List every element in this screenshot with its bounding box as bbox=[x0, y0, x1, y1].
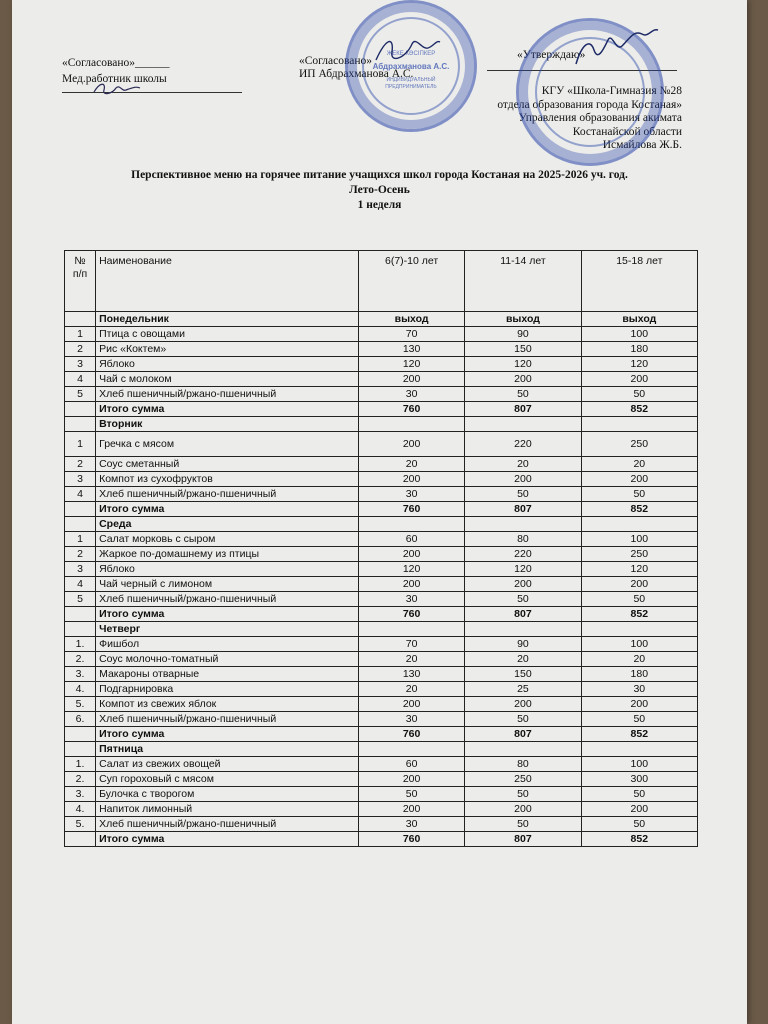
day-name: Понедельник bbox=[96, 312, 359, 327]
day-row bbox=[65, 517, 698, 532]
age-group-header: 11-14 лет bbox=[465, 251, 581, 312]
table-row bbox=[65, 457, 698, 472]
portion-yield: 200 bbox=[581, 472, 697, 487]
dish-name: Напиток лимонный bbox=[96, 802, 359, 817]
total-value: 807 bbox=[465, 607, 581, 622]
yield-label bbox=[465, 742, 581, 757]
portion-yield: 200 bbox=[581, 577, 697, 592]
total-value: 852 bbox=[581, 502, 697, 517]
table-row bbox=[65, 682, 698, 697]
portion-yield: 200 bbox=[358, 432, 464, 457]
table-row bbox=[65, 787, 698, 802]
portion-yield: 220 bbox=[465, 432, 581, 457]
item-number: 4 bbox=[65, 487, 96, 502]
day-name: Пятница bbox=[96, 742, 359, 757]
item-number: 5 bbox=[65, 592, 96, 607]
left-signature-line bbox=[62, 92, 242, 93]
portion-yield: 300 bbox=[581, 772, 697, 787]
dish-name: Подгарнировка bbox=[96, 682, 359, 697]
total-label: Итого сумма bbox=[96, 402, 359, 417]
total-value: 852 bbox=[581, 402, 697, 417]
item-number: 2 bbox=[65, 547, 96, 562]
total-label: Итого сумма bbox=[96, 727, 359, 742]
item-number: 4. bbox=[65, 802, 96, 817]
portion-yield: 30 bbox=[581, 682, 697, 697]
item-number: 2 bbox=[65, 457, 96, 472]
total-value: 807 bbox=[465, 832, 581, 847]
total-row bbox=[65, 402, 698, 417]
item-number: 5. bbox=[65, 697, 96, 712]
total-value: 760 bbox=[358, 727, 464, 742]
portion-yield: 120 bbox=[465, 357, 581, 372]
menu-week: 1 неделя bbox=[357, 199, 402, 211]
dish-name: Рис «Коктем» bbox=[96, 342, 359, 357]
svg-text:ЖЕКЕ КӘСІПКЕР: ЖЕКЕ КӘСІПКЕР bbox=[386, 51, 436, 57]
table-row bbox=[65, 667, 698, 682]
portion-yield: 180 bbox=[581, 667, 697, 682]
col-num-header: № п/п bbox=[65, 251, 96, 312]
portion-yield: 80 bbox=[465, 757, 581, 772]
portion-yield: 200 bbox=[465, 372, 581, 387]
dish-name: Салат морковь с сыром bbox=[96, 532, 359, 547]
portion-yield: 100 bbox=[581, 532, 697, 547]
portion-yield: 30 bbox=[358, 817, 464, 832]
day-num-cell bbox=[65, 622, 96, 637]
yield-label bbox=[581, 622, 697, 637]
day-num-cell bbox=[65, 742, 96, 757]
portion-yield: 120 bbox=[358, 357, 464, 372]
total-num-cell bbox=[65, 402, 96, 417]
total-value: 760 bbox=[358, 832, 464, 847]
table-row bbox=[65, 712, 698, 727]
portion-yield: 50 bbox=[358, 787, 464, 802]
portion-yield: 150 bbox=[465, 342, 581, 357]
portion-yield: 50 bbox=[581, 817, 697, 832]
right-signature bbox=[572, 24, 662, 74]
table-row bbox=[65, 472, 698, 487]
total-value: 852 bbox=[581, 607, 697, 622]
dish-name: Компот из сухофруктов bbox=[96, 472, 359, 487]
dish-name: Соус молочно-томатный bbox=[96, 652, 359, 667]
mid-name-label: ИП Абдрахманова А.С. bbox=[299, 68, 414, 80]
yield-label bbox=[358, 742, 464, 757]
item-number: 4 bbox=[65, 577, 96, 592]
item-number: 3 bbox=[65, 562, 96, 577]
portion-yield: 200 bbox=[358, 772, 464, 787]
total-value: 760 bbox=[358, 607, 464, 622]
portion-yield: 130 bbox=[358, 342, 464, 357]
portion-yield: 20 bbox=[358, 682, 464, 697]
item-number: 3 bbox=[65, 357, 96, 372]
yield-label: выход bbox=[581, 312, 697, 327]
portion-yield: 20 bbox=[465, 652, 581, 667]
day-name: Среда bbox=[96, 517, 359, 532]
portion-yield: 20 bbox=[581, 457, 697, 472]
portion-yield: 50 bbox=[581, 387, 697, 402]
age-group-header: 6(7)-10 лет bbox=[358, 251, 464, 312]
total-label: Итого сумма bbox=[96, 832, 359, 847]
portion-yield: 100 bbox=[581, 637, 697, 652]
day-row bbox=[65, 417, 698, 432]
item-number: 3. bbox=[65, 667, 96, 682]
day-num-cell bbox=[65, 517, 96, 532]
yield-label bbox=[358, 417, 464, 432]
portion-yield: 20 bbox=[358, 457, 464, 472]
portion-yield: 120 bbox=[581, 562, 697, 577]
total-num-cell bbox=[65, 607, 96, 622]
dish-name: Чай черный с лимоном bbox=[96, 577, 359, 592]
portion-yield: 250 bbox=[581, 432, 697, 457]
dish-name: Хлеб пшеничный/ржано-пшеничный bbox=[96, 817, 359, 832]
yield-label: выход bbox=[465, 312, 581, 327]
portion-yield: 50 bbox=[465, 817, 581, 832]
dish-name: Хлеб пшеничный/ржано-пшеничный bbox=[96, 387, 359, 402]
table-row bbox=[65, 387, 698, 402]
portion-yield: 50 bbox=[465, 387, 581, 402]
total-label: Итого сумма bbox=[96, 607, 359, 622]
table-row bbox=[65, 697, 698, 712]
portion-yield: 20 bbox=[581, 652, 697, 667]
day-row bbox=[65, 312, 698, 327]
total-value: 807 bbox=[465, 727, 581, 742]
total-row bbox=[65, 502, 698, 517]
portion-yield: 250 bbox=[581, 547, 697, 562]
menu-season: Лето-Осень bbox=[349, 184, 410, 196]
table-row bbox=[65, 487, 698, 502]
portion-yield: 70 bbox=[358, 637, 464, 652]
portion-yield: 200 bbox=[358, 577, 464, 592]
item-number: 2. bbox=[65, 652, 96, 667]
portion-yield: 200 bbox=[465, 697, 581, 712]
total-value: 852 bbox=[581, 727, 697, 742]
table-row bbox=[65, 817, 698, 832]
col-name-header: Наименование bbox=[96, 251, 359, 312]
age-group-header: 15-18 лет bbox=[581, 251, 697, 312]
table-header-row bbox=[65, 251, 698, 312]
table-row bbox=[65, 772, 698, 787]
portion-yield: 130 bbox=[358, 667, 464, 682]
portion-yield: 200 bbox=[358, 372, 464, 387]
total-row bbox=[65, 832, 698, 847]
portion-yield: 200 bbox=[465, 802, 581, 817]
dish-name: Хлеб пшеничный/ржано-пшеничный bbox=[96, 712, 359, 727]
portion-yield: 200 bbox=[358, 547, 464, 562]
total-label: Итого сумма bbox=[96, 502, 359, 517]
day-num-cell bbox=[65, 417, 96, 432]
portion-yield: 200 bbox=[465, 472, 581, 487]
portion-yield: 20 bbox=[465, 457, 581, 472]
dish-name: Суп гороховый с мясом bbox=[96, 772, 359, 787]
dish-name: Салат из свежих овощей bbox=[96, 757, 359, 772]
portion-yield: 250 bbox=[465, 772, 581, 787]
left-agreed-label: «Согласовано»______ bbox=[62, 57, 170, 69]
table-row bbox=[65, 577, 698, 592]
day-num-cell bbox=[65, 312, 96, 327]
dish-name: Булочка с творогом bbox=[96, 787, 359, 802]
item-number: 1 bbox=[65, 432, 96, 457]
item-number: 1. bbox=[65, 637, 96, 652]
portion-yield: 220 bbox=[465, 547, 581, 562]
mid-agreed-label: «Согласовано» bbox=[299, 55, 373, 67]
dish-name: Яблоко bbox=[96, 562, 359, 577]
table-row bbox=[65, 562, 698, 577]
yield-label bbox=[465, 417, 581, 432]
portion-yield: 50 bbox=[465, 787, 581, 802]
total-value: 760 bbox=[358, 402, 464, 417]
item-number: 3 bbox=[65, 472, 96, 487]
yield-label bbox=[465, 622, 581, 637]
portion-yield: 100 bbox=[581, 327, 697, 342]
portion-yield: 90 bbox=[465, 327, 581, 342]
menu-title: Перспективное меню на горячее питание учащихся школ города Костаная на 2025-2026 уч. год. bbox=[131, 169, 628, 181]
approver-line-4: Костанайской области bbox=[572, 125, 682, 138]
portion-yield: 120 bbox=[581, 357, 697, 372]
portion-yield: 90 bbox=[465, 637, 581, 652]
item-number: 5. bbox=[65, 817, 96, 832]
yield-label bbox=[465, 517, 581, 532]
table-row bbox=[65, 342, 698, 357]
total-value: 807 bbox=[465, 402, 581, 417]
day-row bbox=[65, 622, 698, 637]
portion-yield: 100 bbox=[581, 757, 697, 772]
item-number: 1 bbox=[65, 327, 96, 342]
table-row bbox=[65, 372, 698, 387]
dish-name: Чай с молоком bbox=[96, 372, 359, 387]
portion-yield: 50 bbox=[465, 487, 581, 502]
total-value: 852 bbox=[581, 832, 697, 847]
portion-yield: 180 bbox=[581, 342, 697, 357]
table-row bbox=[65, 592, 698, 607]
portion-yield: 25 bbox=[465, 682, 581, 697]
yield-label bbox=[581, 517, 697, 532]
portion-yield: 200 bbox=[358, 472, 464, 487]
table-row bbox=[65, 802, 698, 817]
left-signature bbox=[92, 80, 142, 98]
portion-yield: 30 bbox=[358, 487, 464, 502]
day-name: Вторник bbox=[96, 417, 359, 432]
total-row bbox=[65, 607, 698, 622]
mid-signature bbox=[372, 30, 442, 70]
portion-yield: 30 bbox=[358, 592, 464, 607]
portion-yield: 200 bbox=[581, 372, 697, 387]
table-row bbox=[65, 652, 698, 667]
item-number: 1. bbox=[65, 757, 96, 772]
table-row bbox=[65, 327, 698, 342]
portion-yield: 50 bbox=[581, 712, 697, 727]
right-approved-label: «Утверждаю» bbox=[517, 49, 586, 61]
dish-name: Хлеб пшеничный/ржано-пшеничный bbox=[96, 487, 359, 502]
left-role-label: Мед.работник школы bbox=[62, 73, 167, 85]
portion-yield: 50 bbox=[465, 712, 581, 727]
total-value: 807 bbox=[465, 502, 581, 517]
total-value: 760 bbox=[358, 502, 464, 517]
table-row bbox=[65, 637, 698, 652]
yield-label: выход bbox=[358, 312, 464, 327]
yield-label bbox=[358, 622, 464, 637]
portion-yield: 50 bbox=[581, 787, 697, 802]
table-row bbox=[65, 532, 698, 547]
portion-yield: 50 bbox=[581, 592, 697, 607]
item-number: 5 bbox=[65, 387, 96, 402]
portion-yield: 200 bbox=[358, 802, 464, 817]
approver-line-3: Управления образования акимата bbox=[518, 112, 682, 124]
portion-yield: 150 bbox=[465, 667, 581, 682]
portion-yield: 80 bbox=[465, 532, 581, 547]
day-row bbox=[65, 742, 698, 757]
total-num-cell bbox=[65, 502, 96, 517]
dish-name: Жаркое по-домашнему из птицы bbox=[96, 547, 359, 562]
portion-yield: 200 bbox=[581, 697, 697, 712]
yield-label bbox=[581, 417, 697, 432]
yield-label bbox=[358, 517, 464, 532]
dish-name: Соус сметанный bbox=[96, 457, 359, 472]
item-number: 4 bbox=[65, 372, 96, 387]
dish-name: Макароны отварные bbox=[96, 667, 359, 682]
portion-yield: 30 bbox=[358, 387, 464, 402]
item-number: 2 bbox=[65, 342, 96, 357]
table-row bbox=[65, 357, 698, 372]
portion-yield: 60 bbox=[358, 757, 464, 772]
dish-name: Гречка с мясом bbox=[96, 432, 359, 457]
document-page bbox=[12, 0, 747, 1024]
item-number: 4. bbox=[65, 682, 96, 697]
approver-line-2: отдела образования города Костаная» bbox=[497, 98, 682, 111]
table-row bbox=[65, 432, 698, 457]
item-number: 3. bbox=[65, 787, 96, 802]
portion-yield: 60 bbox=[358, 532, 464, 547]
portion-yield: 200 bbox=[358, 697, 464, 712]
dish-name: Яблоко bbox=[96, 357, 359, 372]
total-num-cell bbox=[65, 832, 96, 847]
portion-yield: 20 bbox=[358, 652, 464, 667]
svg-text:Абдрахманова А.С.: Абдрахманова А.С. bbox=[372, 62, 450, 71]
table-row bbox=[65, 547, 698, 562]
dish-name: Фишбол bbox=[96, 637, 359, 652]
portion-yield: 50 bbox=[581, 487, 697, 502]
menu-table bbox=[64, 250, 698, 847]
dish-name: Компот из свежих яблок bbox=[96, 697, 359, 712]
approver-line-1: КГУ «Школа-Гимназия №28 bbox=[541, 85, 682, 97]
approver-line-5: Исмайлова Ж.Б. bbox=[602, 139, 682, 151]
portion-yield: 200 bbox=[465, 577, 581, 592]
portion-yield: 120 bbox=[358, 562, 464, 577]
item-number: 6. bbox=[65, 712, 96, 727]
dish-name: Птица с овощами bbox=[96, 327, 359, 342]
portion-yield: 120 bbox=[465, 562, 581, 577]
total-num-cell bbox=[65, 727, 96, 742]
portion-yield: 30 bbox=[358, 712, 464, 727]
item-number: 2. bbox=[65, 772, 96, 787]
item-number: 1 bbox=[65, 532, 96, 547]
svg-text:ПРЕДПРИНИМАТЕЛЬ: ПРЕДПРИНИМАТЕЛЬ bbox=[385, 84, 437, 90]
dish-name: Хлеб пшеничный/ржано-пшеничный bbox=[96, 592, 359, 607]
yield-label bbox=[581, 742, 697, 757]
portion-yield: 70 bbox=[358, 327, 464, 342]
svg-text:ИНДИВИДУАЛЬНЫЙ: ИНДИВИДУАЛЬНЫЙ bbox=[386, 77, 436, 83]
total-row bbox=[65, 727, 698, 742]
portion-yield: 50 bbox=[465, 592, 581, 607]
portion-yield: 200 bbox=[581, 802, 697, 817]
table-row bbox=[65, 757, 698, 772]
day-name: Четверг bbox=[96, 622, 359, 637]
